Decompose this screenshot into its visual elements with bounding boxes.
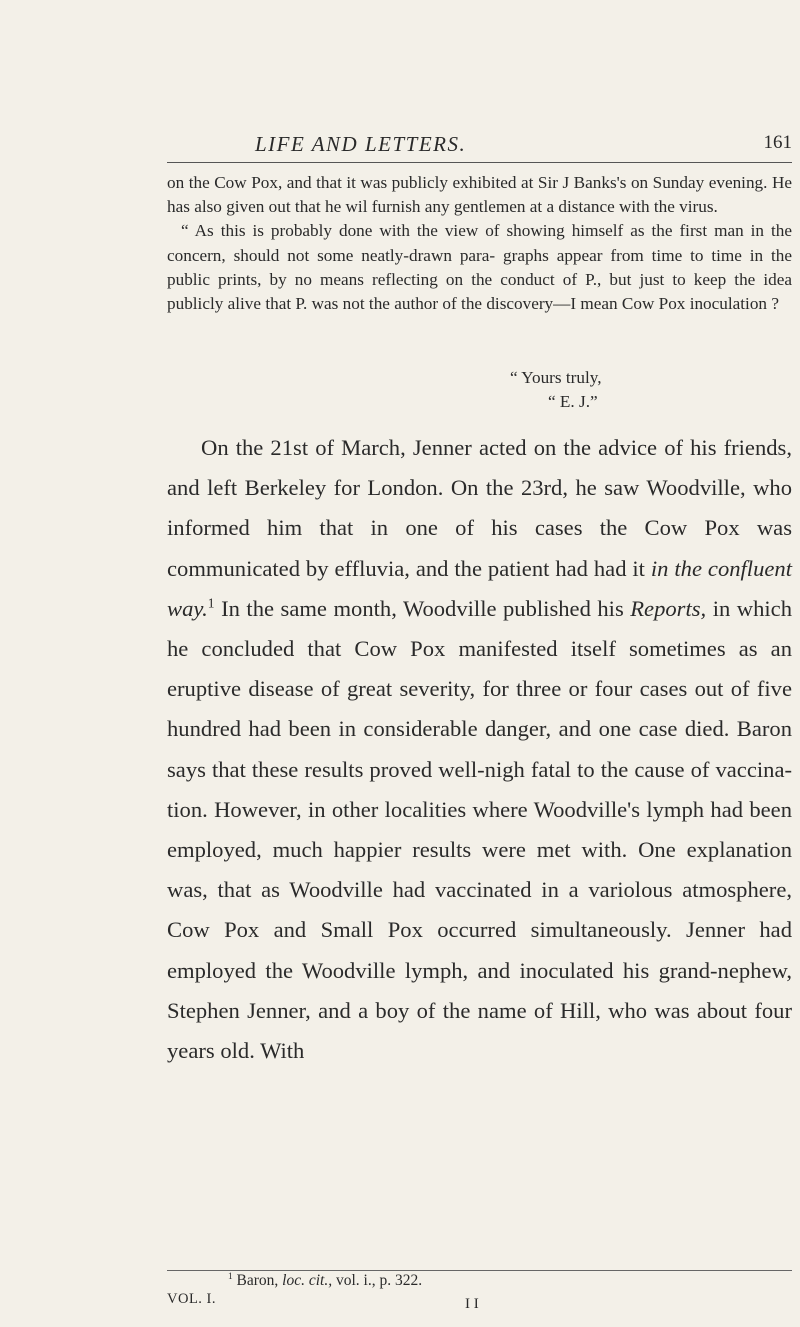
sheet-number: I I <box>465 1296 479 1312</box>
volume-signature: VOL. I. <box>167 1291 217 1307</box>
body-italic-title: Reports, <box>630 595 707 621</box>
footnote-text-post: vol. i., p. 322. <box>332 1272 423 1289</box>
letter-valediction: “ Yours truly, <box>510 368 602 387</box>
running-head-title: LIFE AND LETTERS. <box>255 132 467 156</box>
letter-signature: “ E. J.” <box>548 392 598 412</box>
running-head <box>167 132 792 160</box>
footnote-rule <box>167 1270 792 1271</box>
letter-paragraph-1: on the Cow Pox, and that it was publicly exhibited at Sir J Banks's on Sunday evening. He has also given out that he wil furnish any gentlemen at a distance with the virus. <box>167 173 792 217</box>
body-text-part-3: in which he concluded that Cow Pox manifested itself sometimes as an eruptive disease of great severity, for three or four cases out of five hundred had been in considerable danger, and one case died. Baron says that these results proved well-nigh fatal to the cause of vaccina- tion. However, in other localities where Woodville's lymph had been employed, much happier results were met with. One explanation was, that as Woodville had vaccinated in a variolous atmosphere, Cow Pox and Small Pox occurred simultaneously. Jenner had employed the Woodville lymph, and inoculated his grand-nephew, Stephen Jenner, and a boy of the name of Hill, who was about four years old. With <box>167 595 792 1064</box>
letter-closing <box>510 366 602 414</box>
body-text <box>167 428 792 1071</box>
letter-paragraph-2: “ As this is probably done with the view of showing himself as the first man in the concern, should not some neatly-drawn para- graphs appear from time to time in the public prints, by no means reflecting on the conduct of P., but just to keep the idea publicly alive that P. was not the author of the discovery—I mean Cow Pox inoculation ? <box>167 221 792 314</box>
quoted-letter <box>167 171 792 316</box>
body-paragraph <box>167 428 792 1071</box>
footnote-reference: 1 <box>207 595 215 611</box>
page-number: 161 <box>763 132 792 153</box>
header-rule <box>167 162 792 163</box>
body-text-part-2: In the same month, Woodville published his <box>214 595 631 621</box>
footnote-text-pre: Baron, <box>236 1272 283 1289</box>
footnote-citation: loc. cit., <box>282 1272 333 1289</box>
body-text-part-1: On the 21st of March, Jenner acted on the advice of his friends, and left Berkeley for London. On the 23rd, he saw Woodville, who informed him that in one of his cases the Cow Pox was communicated by effluvia, and the patient had had it <box>167 435 792 581</box>
body-italic-phrase: in the confluent way. <box>167 555 792 621</box>
footnote <box>228 1272 422 1290</box>
footnote-mark: 1 <box>228 1271 233 1282</box>
